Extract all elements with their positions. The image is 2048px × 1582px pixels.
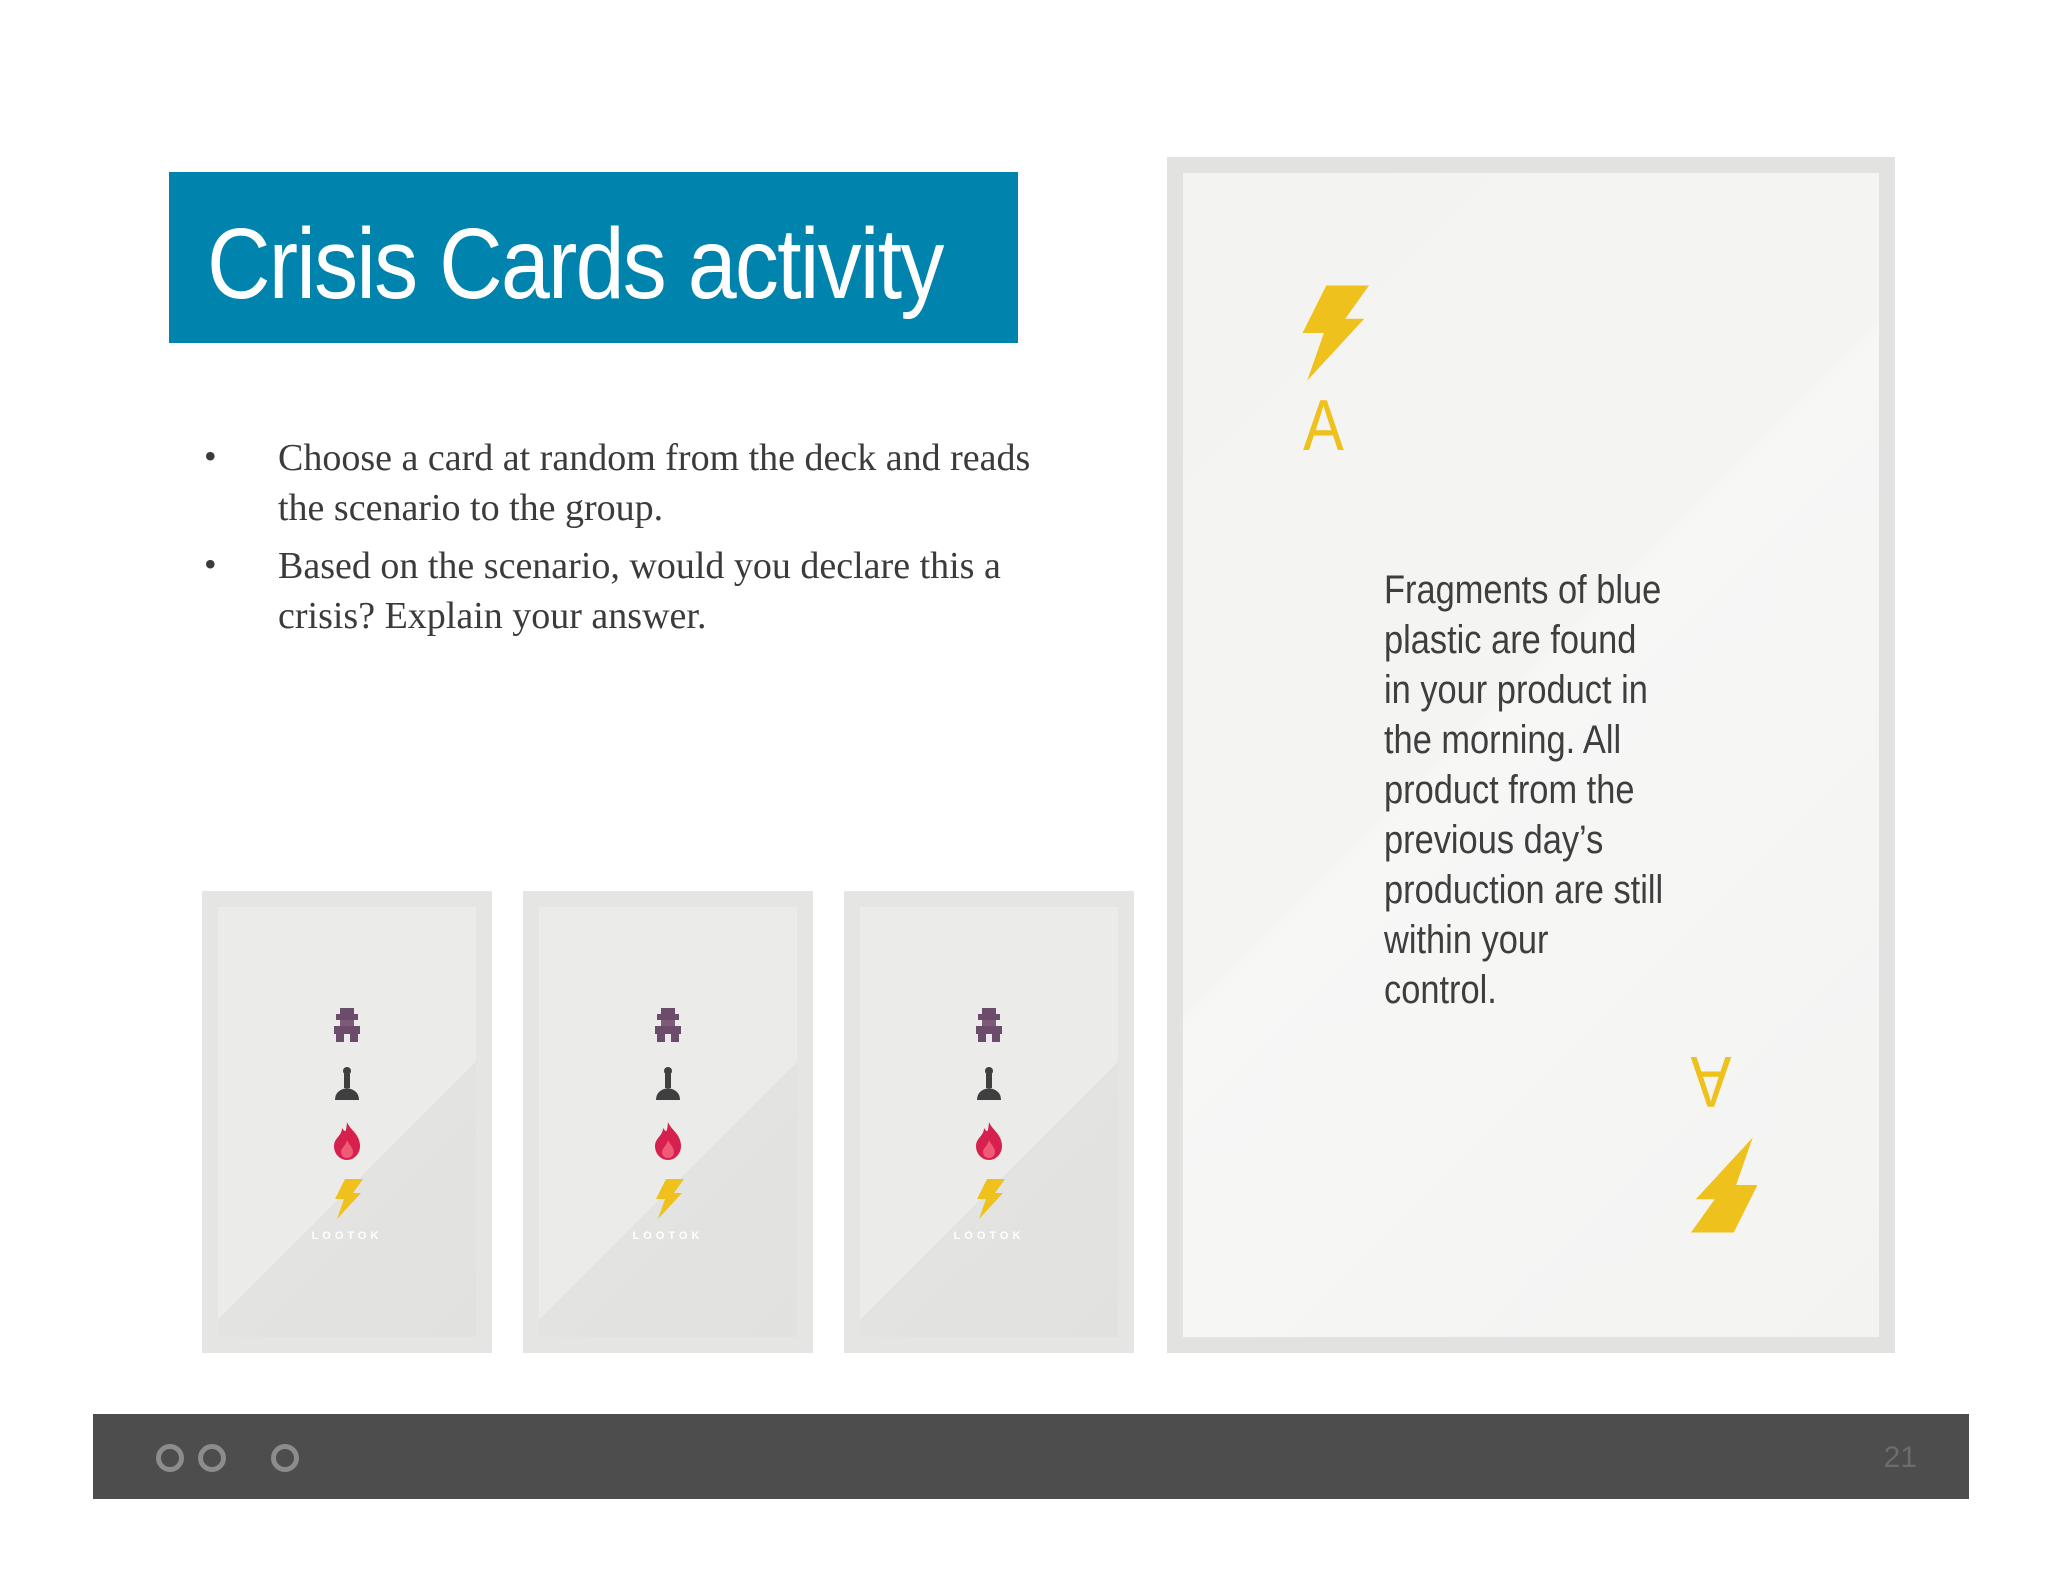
deck-card-brand: LOOTOK [632,1230,704,1242]
card-rank-top: A [1303,386,1344,466]
bullet-marker: • [204,544,217,584]
deck-card-icons [202,996,492,1228]
lightning-icon [1691,1130,1767,1235]
deck-card[interactable] [202,891,492,1353]
deck-card-brand: LOOTOK [953,1230,1025,1242]
pixel-character-icon [653,996,683,1054]
footer-bar [93,1414,1969,1499]
page-number: 21 [1883,1441,1917,1474]
bullet-item [200,433,1080,533]
bullet-text: Choose a card at random from the deck and reads the scenario to the group. [278,437,1031,529]
deck-card-icons [523,996,813,1228]
scenario-text: Fragments of blue plastic are found in your product in the morning. All product from the previous day’s production are still within your control. [1384,568,1664,1012]
pawn-icon [973,1054,1005,1112]
deck-card-icons [844,996,1134,1228]
circle-icon [156,1444,184,1472]
bullet-item [200,541,1080,641]
circle-icon [198,1444,226,1472]
pawn-icon [331,1054,363,1112]
lightning-icon [1293,283,1369,388]
circle-icon [271,1444,299,1472]
pixel-character-icon [332,996,362,1054]
lightning-icon [652,1170,684,1228]
fire-icon [332,1112,362,1170]
deck-card[interactable] [523,891,813,1353]
lightning-icon [331,1170,363,1228]
scenario-card[interactable] [1167,157,1895,1353]
card-rank-bottom: A [1690,1041,1732,1121]
slide-title: Crisis Cards activity [207,208,943,320]
bullet-marker: • [204,436,217,476]
pixel-character-icon [974,996,1004,1054]
title-banner [169,172,1018,343]
fire-icon [653,1112,683,1170]
deck-card[interactable] [844,891,1134,1353]
bullet-text: Based on the scenario, would you declare this a crisis? Explain your answer. [278,545,1001,637]
bullet-list [200,433,1080,649]
fire-icon [974,1112,1004,1170]
lightning-icon [973,1170,1005,1228]
pawn-icon [652,1054,684,1112]
deck-card-brand: LOOTOK [311,1230,383,1242]
